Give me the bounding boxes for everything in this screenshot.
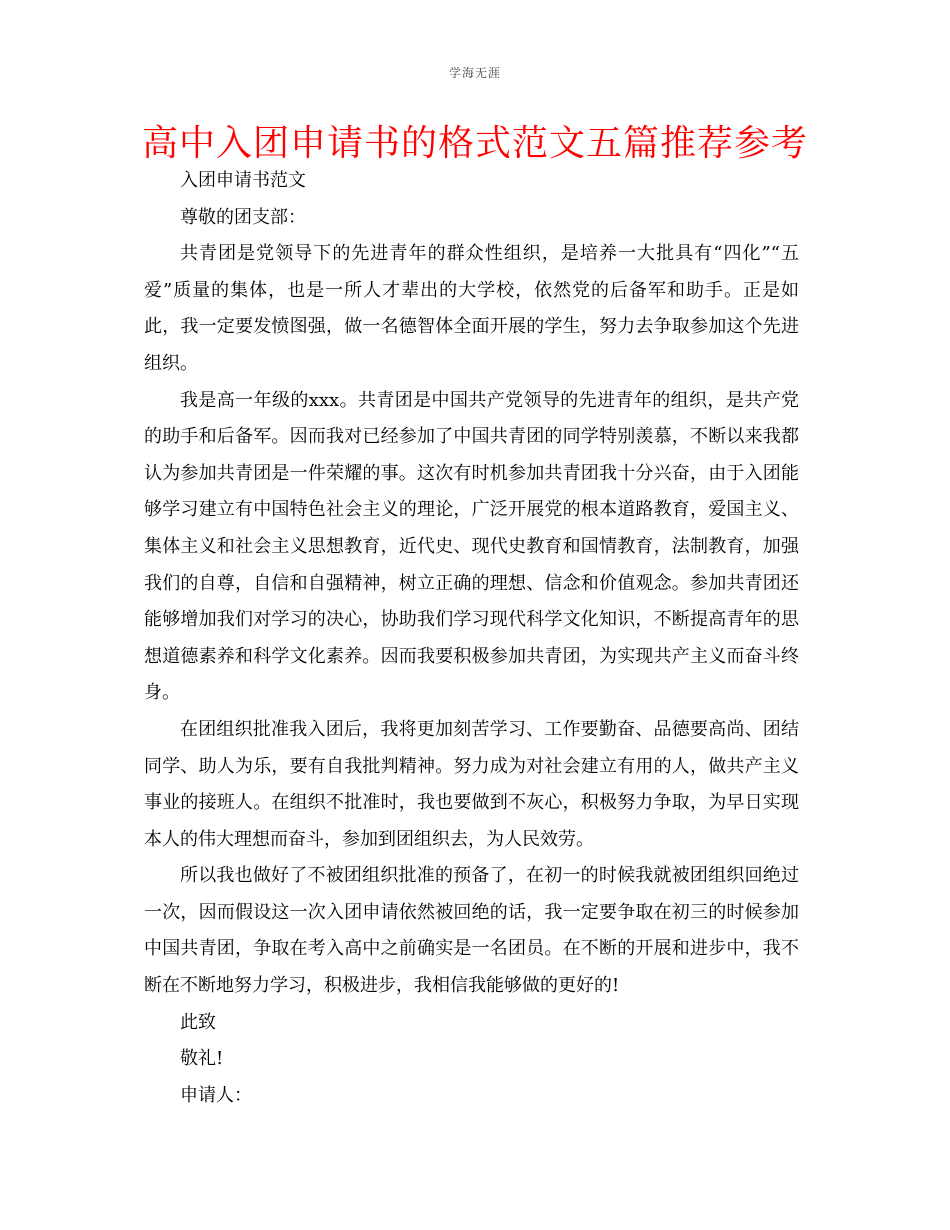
header-watermark: 学海无涯 [448,66,501,80]
document-body [144,163,799,1114]
body-paragraph: 共青团是党领导下的先进青年的群众性组织，是培养一大批具有“四化”“五爱”质量的集体，也是一所人才辈出的大学校，依然党的后备军和助手。正是如此，我一定要发愤图强，做一名德智体全面开展的学生，努力去争取参加这个先进组织。 [144,243,799,374]
body-paragraph: 在团组织批准我入团后，我将更加刻苦学习、工作要勤奋、品德要高尚、团结同学、助人为乐，要有自我批判精神。努力成为对社会建立有用的人，做共产主义事业的接班人。在组织不批准时，我也要做到不灰心，积极努力争取，为早日实现本人的伟大理想而奋斗，参加到团组织去，为人民效劳。 [144,718,799,850]
section-heading: 入团申请书范文 [180,170,306,191]
closing-greeting: 敬礼! [180,1048,224,1070]
closing-line: 此致 [180,1011,216,1033]
body-paragraph: 我是高一年级的xxx。共青团是中国共产党领导的先进青年的组织，是共产党的助手和后备军。因而我对已经参加了中国共青团的同学特别羡慕，不断以来我都认为参加共青团是一件荣耀的事。这次有时机参加共青团我十分兴奋，由于入团能够学习建立有中国特色社会主义的理论，广泛开展党的根本道路教育，爱国主义、集体主义和社会主义思想教育，近代史、现代史教育和国情教育，法制教育，加强我们的自尊，自信和自强精神，树立正确的理想、信念和价值观念。参加共青团还能够增加我们对学习的决心，协助我们学习现代科学文化知识，不断提高青年的思想道德素养和科学文化素养。因而我要积极参加共青团，为实现共产主义而奋斗终身。 [144,389,799,704]
document-title: 高中入团申请书的格式范文五篇推荐参考 [141,123,808,164]
body-paragraph: 所以我也做好了不被团组织批准的预备了，在初一的时候我就被团组织回绝过一次，因而假设这一次入团申请依然被回绝的话，我一定要争取在初三的时候参加中国共青团，争取在考入高中之前确实是一名团员。在不断的开展和进步中，我不断在不断地努力学习，积极进步，我相信我能够做的更好的! [144,865,799,997]
signature-label: 申请人： [180,1084,252,1106]
salutation: 尊敬的团支部： [180,206,306,228]
